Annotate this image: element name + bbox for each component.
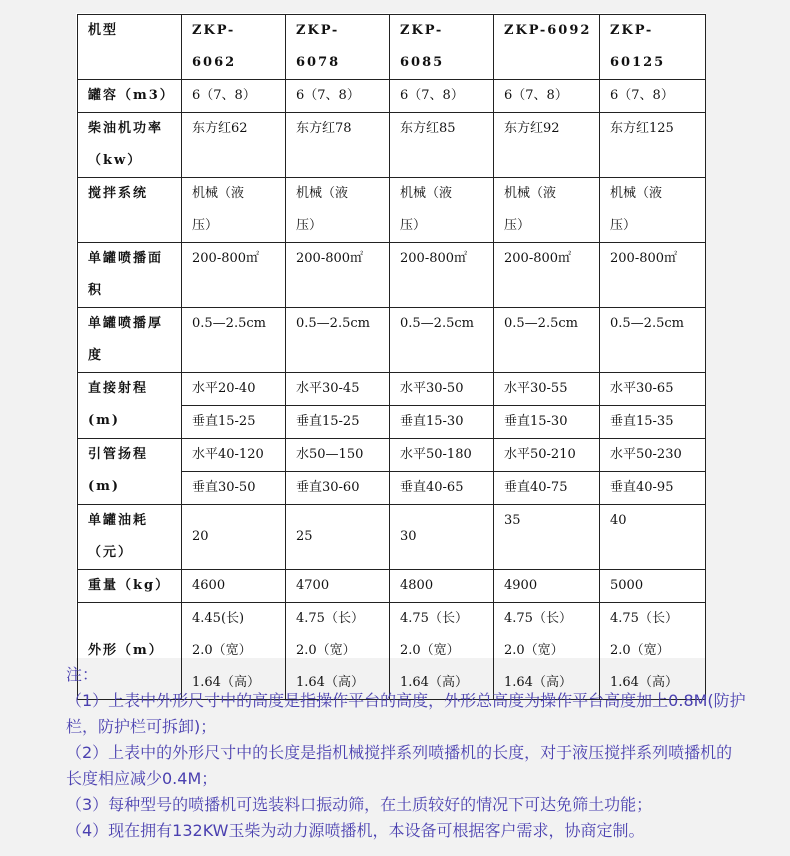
row-label: 外形（m） bbox=[78, 603, 182, 700]
cell-line: 1.64（高） bbox=[504, 675, 572, 690]
table-row-thickness bbox=[78, 308, 706, 373]
table-cell: 200-800㎡ bbox=[600, 243, 706, 308]
row-label-line: （元） bbox=[88, 545, 134, 560]
table-cell: 0.5—2.5cm bbox=[494, 308, 600, 373]
table-row-hose-lift-horizontal bbox=[78, 439, 706, 472]
table-cell bbox=[182, 178, 286, 243]
row-label-line: 引管扬程 bbox=[88, 447, 149, 462]
cell-line: 机械（液 bbox=[400, 186, 453, 201]
row-label bbox=[78, 243, 182, 308]
cell-line: 2.0（宽） bbox=[400, 643, 460, 658]
header-cell: ZKP-6085 bbox=[390, 15, 494, 80]
row-label: 搅拌系统 bbox=[78, 178, 182, 243]
table-row-fuel bbox=[78, 505, 706, 570]
table-cell: 垂直15-30 bbox=[494, 406, 600, 439]
row-label-line: (m) bbox=[88, 413, 121, 428]
header-cell: ZKP-6078 bbox=[286, 15, 390, 80]
row-label-line: 单罐油耗 bbox=[88, 513, 149, 528]
table-row-engine bbox=[78, 113, 706, 178]
table-cell: 东方红62 bbox=[182, 113, 286, 178]
table-row-capacity bbox=[78, 80, 706, 113]
table-cell bbox=[390, 178, 494, 243]
table-cell: 25 bbox=[286, 505, 390, 570]
table-row-weight bbox=[78, 570, 706, 603]
cell-line: 1.64（高） bbox=[192, 675, 260, 690]
table-cell: 水平20-40 bbox=[182, 373, 286, 406]
header-cell: 机型 bbox=[78, 15, 182, 80]
cell-line: 压） bbox=[296, 218, 323, 233]
row-label-line: 度 bbox=[88, 348, 104, 363]
cell-line: 机械（液 bbox=[610, 186, 663, 201]
table-cell: 垂直40-75 bbox=[494, 472, 600, 505]
row-label-line: 单罐喷播厚 bbox=[88, 316, 164, 331]
table-cell: 水平30-65 bbox=[600, 373, 706, 406]
notes-section bbox=[66, 662, 746, 844]
cell-line: 压） bbox=[400, 218, 427, 233]
row-label: 重量（kg） bbox=[78, 570, 182, 603]
cell-line: 4.45(长) bbox=[192, 611, 245, 626]
table-cell: 6（7、8） bbox=[494, 80, 600, 113]
cell-line: 1.64（高） bbox=[610, 675, 678, 690]
table-cell: 40 bbox=[600, 505, 706, 570]
table-cell: 东方红85 bbox=[390, 113, 494, 178]
table-cell: 0.5—2.5cm bbox=[182, 308, 286, 373]
cell-line: 压） bbox=[192, 218, 219, 233]
cell-line: 2.0（宽） bbox=[296, 643, 356, 658]
table-cell: 垂直40-65 bbox=[390, 472, 494, 505]
table-cell: 水平30-50 bbox=[390, 373, 494, 406]
table-cell bbox=[286, 178, 390, 243]
header-row bbox=[78, 15, 706, 80]
cell-line: 4.75（长） bbox=[400, 611, 468, 626]
table-cell: 垂直30-50 bbox=[182, 472, 286, 505]
table-cell: 200-800㎡ bbox=[286, 243, 390, 308]
table-row-direct-range-horizontal bbox=[78, 373, 706, 406]
table-cell bbox=[494, 178, 600, 243]
note-item: （4）现在拥有132KW玉柴为动力源喷播机，本设备可根据客户需求，协商定制。 bbox=[66, 821, 645, 840]
table-cell: 垂直40-95 bbox=[600, 472, 706, 505]
table-cell: 20 bbox=[182, 505, 286, 570]
table-cell: 6（7、8） bbox=[600, 80, 706, 113]
cell-line: 1.64（高） bbox=[400, 675, 468, 690]
cell-line: 4.75（长） bbox=[296, 611, 364, 626]
table-cell: 35 bbox=[494, 505, 600, 570]
table-cell: 垂直15-25 bbox=[286, 406, 390, 439]
header-cell: ZKP-6062 bbox=[182, 15, 286, 80]
table-cell: 4900 bbox=[494, 570, 600, 603]
table-cell: 6（7、8） bbox=[182, 80, 286, 113]
table-cell: 4600 bbox=[182, 570, 286, 603]
cell-line: 2.0（宽） bbox=[192, 643, 252, 658]
row-label bbox=[78, 439, 182, 505]
row-label-line: （kw） bbox=[88, 153, 143, 168]
table-cell: 垂直15-35 bbox=[600, 406, 706, 439]
row-label bbox=[78, 505, 182, 570]
cell-line: 压） bbox=[610, 218, 637, 233]
cell-line: 2.0（宽） bbox=[610, 643, 670, 658]
table-cell: 水平40-120 bbox=[182, 439, 286, 472]
table-cell: 水平50-210 bbox=[494, 439, 600, 472]
note-item: （3）每种型号的喷播机可选装料口振动筛，在土质较好的情况下可达免筛土功能； bbox=[66, 795, 653, 814]
table-cell: 4700 bbox=[286, 570, 390, 603]
table-cell: 0.5—2.5cm bbox=[600, 308, 706, 373]
note-item: （1）上表中外形尺寸中的高度是指操作平台的高度，外形总高度为操作平台高度加上0.8M(防护栏，防护栏可拆卸)； bbox=[66, 691, 746, 736]
table-cell: 水平50-180 bbox=[390, 439, 494, 472]
table-cell: 6（7、8） bbox=[286, 80, 390, 113]
table-cell: 东方红78 bbox=[286, 113, 390, 178]
table-row-area bbox=[78, 243, 706, 308]
table-cell: 水平50-230 bbox=[600, 439, 706, 472]
table-cell: 200-800㎡ bbox=[390, 243, 494, 308]
cell-line: 4.75（长） bbox=[610, 611, 678, 626]
row-label bbox=[78, 113, 182, 178]
cell-line: 机械（液 bbox=[504, 186, 557, 201]
cell-line: 1.64（高） bbox=[296, 675, 364, 690]
table-cell: 200-800㎡ bbox=[494, 243, 600, 308]
row-label bbox=[78, 373, 182, 439]
table-cell: 4800 bbox=[390, 570, 494, 603]
cell-line: 机械（液 bbox=[192, 186, 245, 201]
row-label-line: 单罐喷播面 bbox=[88, 251, 164, 266]
table-cell: 东方红92 bbox=[494, 113, 600, 178]
table-cell: 垂直30-60 bbox=[286, 472, 390, 505]
cell-line: 2.0（宽） bbox=[504, 643, 564, 658]
table-cell: 垂直15-30 bbox=[390, 406, 494, 439]
row-label-line: 柴油机功率 bbox=[88, 121, 164, 136]
table-cell: 5000 bbox=[600, 570, 706, 603]
table-cell: 0.5—2.5cm bbox=[390, 308, 494, 373]
row-label bbox=[78, 308, 182, 373]
row-label-line: (m) bbox=[88, 479, 121, 494]
cell-line: 压） bbox=[504, 218, 531, 233]
cell-line: 4.75（长） bbox=[504, 611, 572, 626]
notes-title: 注： bbox=[66, 665, 99, 684]
table-cell bbox=[600, 178, 706, 243]
table-row-mixing bbox=[78, 178, 706, 243]
row-label: 罐容（m3） bbox=[78, 80, 182, 113]
table-cell: 水50—150 bbox=[286, 439, 390, 472]
table-cell: 垂直15-25 bbox=[182, 406, 286, 439]
table-cell: 水平30-55 bbox=[494, 373, 600, 406]
header-cell: ZKP-6092 bbox=[494, 15, 600, 80]
table-cell: 30 bbox=[390, 505, 494, 570]
table-cell: 0.5—2.5cm bbox=[286, 308, 390, 373]
note-item: （2）上表中的外形尺寸中的长度是指机械搅拌系列喷播机的长度，对于液压搅拌系列喷播机的长度相应减少0.4M； bbox=[66, 743, 733, 788]
table-cell: 水平30-45 bbox=[286, 373, 390, 406]
row-label-line: 积 bbox=[88, 283, 104, 298]
cell-line: 机械（液 bbox=[296, 186, 349, 201]
row-label-line: 直接射程 bbox=[88, 381, 149, 396]
table-cell: 6（7、8） bbox=[390, 80, 494, 113]
header-cell: ZKP-60125 bbox=[600, 15, 706, 80]
spec-table bbox=[77, 14, 706, 700]
table-cell: 东方红125 bbox=[600, 113, 706, 178]
table-cell: 200-800㎡ bbox=[182, 243, 286, 308]
